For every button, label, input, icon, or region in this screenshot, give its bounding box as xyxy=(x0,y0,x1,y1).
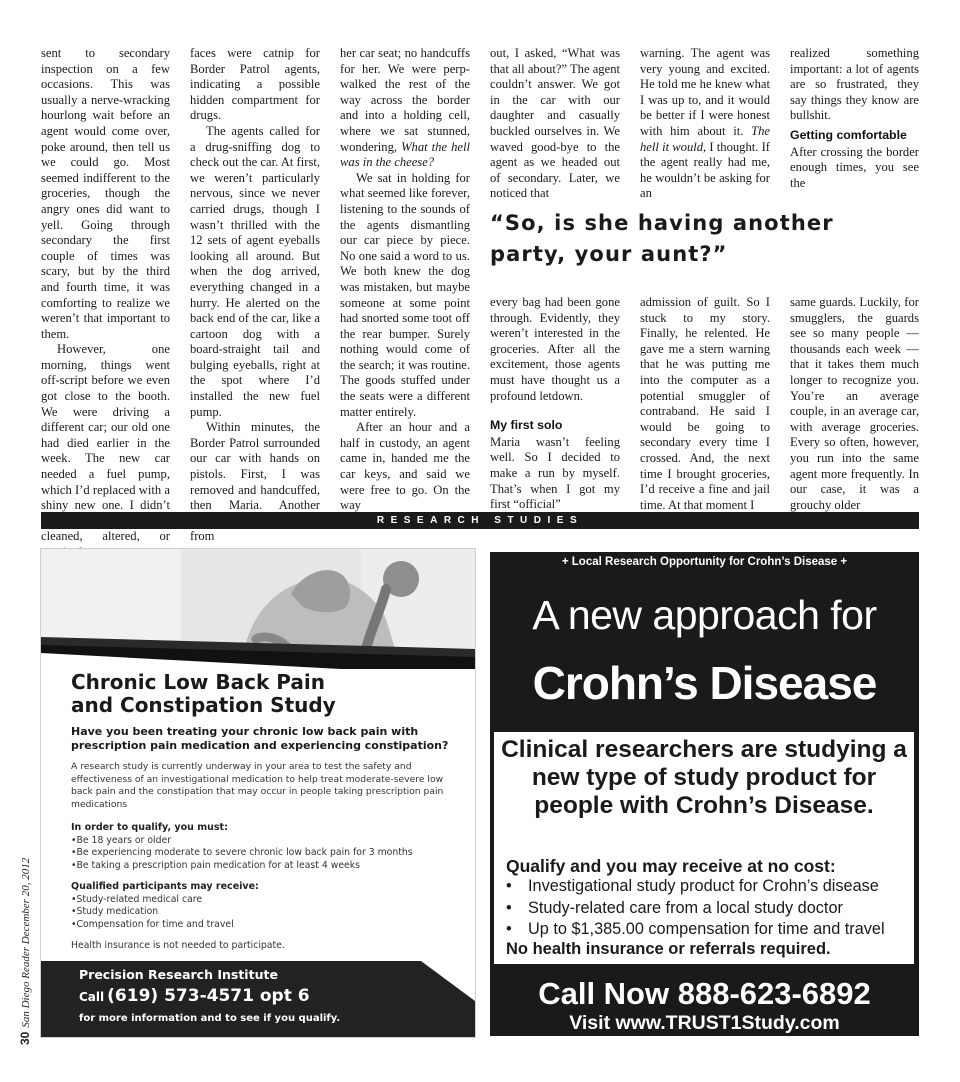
ad-photo xyxy=(41,549,475,669)
paragraph: We sat in holding for what seemed like forever, listening to the sounds of the agents dismantling our car piece by piece. No one said a word to us. We both knew the dog was mistaken, but maybe someone at some point had snorted some toot off the rear bumper. Surely nothing would come of the search; it was routine. The goods stuffed under the seats were a different matter entirely. xyxy=(340,170,470,419)
ad-headline-1: A new approach for xyxy=(532,592,877,638)
article-column-6-bottom xyxy=(790,295,919,512)
paragraph: every bag had been gone through. Evidently, they weren’t interested in the groceries. After all the excitement, those agents must have thought us a profound letdown. xyxy=(490,295,620,403)
paragraph-text: her car seat; no handcuffs for her. We were perp-walked the rest of the way across the border and into a holding cell, where we sat stunned, wondering, xyxy=(340,46,470,154)
italic-phrase: The hell it would, xyxy=(640,123,770,154)
ad-question: Have you been treating your chronic low back pain with prescription pain medication and experiencing constipation? xyxy=(71,725,449,752)
subhead: My first solo xyxy=(490,418,563,433)
paragraph: After an hour and a half in custody, an agent came in, handed me the car keys, and said we were free to go. On the way xyxy=(340,420,470,513)
paragraph xyxy=(640,46,770,202)
article-column-6-top xyxy=(790,46,919,188)
list-item: • Be experiencing moderate to severe chronic low back pain for 3 months xyxy=(71,847,461,859)
article-column-5-top xyxy=(640,46,770,201)
list-item: • Study-related care from a local study doctor xyxy=(506,898,911,920)
ad-back-pain-study xyxy=(40,548,476,1038)
paragraph: Maria wasn’t feeling well. So I decided to make a run by myself. That’s when I got my first “official” xyxy=(490,434,620,512)
article-column-5-bottom xyxy=(640,295,770,512)
paragraph: out, I asked, “What was that all about?” The agent couldn’t answer. We got in the car with our daughter and casually buckled ourselves in. We waved good-bye to the agent as we headed out of secondary. Later, we noticed that xyxy=(490,46,620,201)
ad-title xyxy=(71,671,461,717)
ad-headline-2: Crohn’s Disease xyxy=(532,657,877,709)
article-column-4-bottom xyxy=(490,295,620,512)
subhead: Getting comfortable xyxy=(790,127,907,142)
paragraph-text: I thought. If the agent really had me, he wouldn’t be asking for an xyxy=(640,139,770,201)
article-column-3 xyxy=(340,46,470,513)
ad-tagline: + Local Research Opportunity for Crohn’s Disease + xyxy=(561,556,848,568)
call-label: Call xyxy=(79,990,105,1004)
paragraph xyxy=(340,46,470,171)
paragraph: admission of guilt. So I stuck to my story. Finally, he relented. He gave me a stern warning that he was putting me into the computer as a potential smuggler of contraband. He said I would be going to secondary every time I crossed. And, the next time I brought groceries, I’d receive a fine and jail time. At that moment I xyxy=(640,295,770,512)
article-column-2 xyxy=(190,46,320,544)
paragraph: sent to secondary inspection on a few occasions. This was usually a nerve-wracking hourlong wait before an agent would come over, poke around, then tell us we could go. Most seemed indifferent to the groceries, though the angry ones did want to yell. Going through secondary the first couple of times was scary, but by the third and fourth time, it was comforting to realize we weren’t that important to them. xyxy=(41,46,170,341)
list-item: • Study-related medical care xyxy=(71,894,461,906)
page-number: 30 xyxy=(18,1031,32,1045)
ad-body: A research study is currently underway in your area to test the safety and effectiveness of an investigational medication to help treat moderate-severe low back pain and the constipation that may occur in people taking prescription pain medications xyxy=(71,761,444,810)
paragraph: Within minutes, the Border Patrol surrounded our car with hands on pistols. First, I was removed and handcuffed, then Maria. Another from xyxy=(190,420,320,544)
list-item: • Up to $1,385.00 compensation for time and travel xyxy=(506,919,911,941)
paragraph: faces were catnip for Border Patrol agents, indicating a possible hidden compartment for drugs. xyxy=(190,46,320,123)
folio-publication: San Diego Reader December 20, 2012 xyxy=(20,857,32,1028)
list-item: • Study medication xyxy=(71,906,461,918)
list-item: • Be 18 years or older xyxy=(71,835,461,847)
receive-heading: Qualified participants may receive: xyxy=(71,881,259,892)
website-link[interactable]: Visit www.TRUST1Study.com xyxy=(569,1012,840,1034)
insurance-note: Health insurance is not needed to participate. xyxy=(71,940,285,951)
call-line xyxy=(79,986,310,1006)
benefit-list xyxy=(506,876,911,941)
qualify-list xyxy=(71,835,461,872)
list-item: • Investigational study product for Crohn’s disease xyxy=(506,876,911,898)
list-item: • Be taking a prescription pain medication for at least 4 weeks xyxy=(71,860,461,872)
section-band: RESEARCH STUDIES xyxy=(41,512,919,529)
list-item: • Compensation for time and travel xyxy=(71,919,461,931)
qualify-heading: Qualify and you may receive at no cost: xyxy=(506,856,836,876)
qualify-heading: In order to qualify, you must: xyxy=(71,822,228,833)
more-info: for more information and to see if you qualify. xyxy=(79,1013,341,1024)
folio-text xyxy=(18,858,32,1045)
ad-footer xyxy=(41,961,475,1037)
paragraph: same guards. Luckily, for smugglers, the guards see so many people — thousands each week — that it takes them much longer to recognize you. You’re an average couple, in an average car, with average groceries. Every so often, however, you run into the same agent more frequently. In our case, it was a grouchy older xyxy=(790,295,919,512)
paragraph: realized something important: a lot of agents are so frustrated, they say things they know are bullshit. xyxy=(790,46,919,123)
paragraph-text: warning. The agent was very young and excited. He told me he knew what I was up to, and it would be better if I were honest with him about it. xyxy=(640,46,770,138)
article-column-4-top xyxy=(490,46,620,201)
pull-quote: “So, is she having another party, your aunt?” xyxy=(490,211,834,266)
ad-title-line: Chronic Low Back Pain xyxy=(71,670,325,694)
ad-title-line: and Constipation Study xyxy=(71,693,336,717)
ad-info-box xyxy=(494,732,914,964)
page-folio xyxy=(16,857,36,1045)
org-name: Precision Research Institute xyxy=(79,967,278,982)
ad-lead: Clinical researchers are studying a new type of study product for people with Crohn’s Disease. xyxy=(501,736,907,819)
man-back-pain-illustration xyxy=(41,549,475,669)
phone-number[interactable]: (619) 573-4571 opt 6 xyxy=(107,986,310,1006)
insurance-note: No health insurance or referrals required. xyxy=(506,940,831,958)
paragraph: After crossing the border enough times, you see the xyxy=(790,144,919,190)
italic-phrase: What the hell was in the cheese? xyxy=(340,139,470,170)
ad-crohns-study xyxy=(490,552,919,1036)
paragraph: The agents called for a drug-sniffing dog to check out the car. At first, we weren’t particularly nervous, since we never carried drugs, though I wasn’t thrilled with the 12 sets of agent eyeballs looking all around. But when the dog arrived, everything changed in a hurry. He alerted on the back end of the car, like a cartoon dog with a board-straight tail and bulging eyeballs, right at the spot where I’d installed the new fuel pump. xyxy=(190,123,320,419)
receive-list xyxy=(71,894,461,931)
paragraph: However, one morning, things went off-script before we even got close to the booth. We were driving a different car; our old one had died earlier in the week. The new car needed a fuel pump, which I’d replaced with a shiny new one. I didn’t cleaned, altered, or xyxy=(41,342,170,544)
call-now[interactable]: Call Now 888-623-6892 xyxy=(538,976,871,1011)
article-column-1 xyxy=(41,46,170,544)
